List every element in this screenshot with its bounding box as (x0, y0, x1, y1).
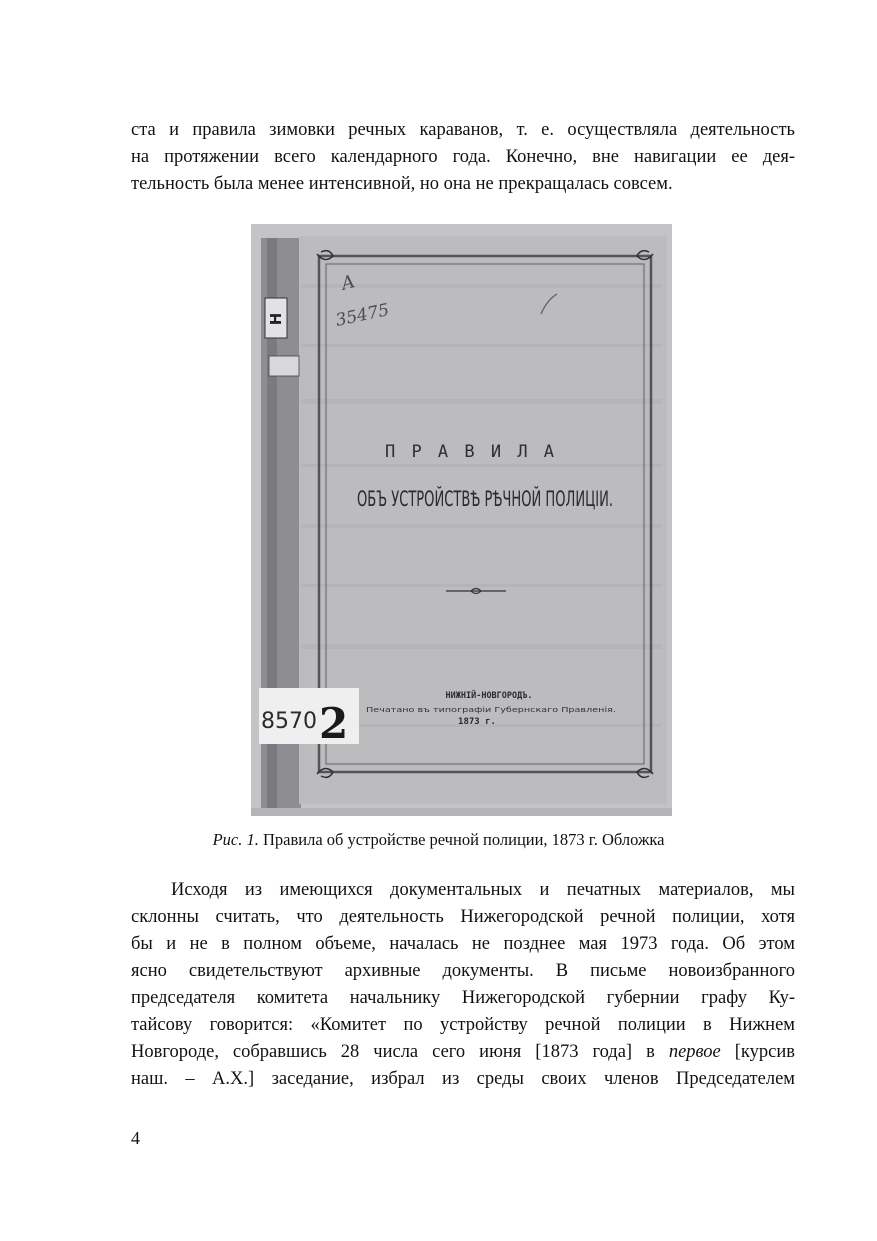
imprint-press: Печатано въ типографіи Губернскаго Правленія. (366, 706, 616, 714)
text-line: ясно свидетельствуют архивные документы. В письме новоизбранного (131, 961, 795, 981)
text-line: тайсову говорится: «Комитет по устройству речной полиции в Нижнем (131, 1015, 795, 1035)
paragraph-intro (131, 117, 795, 198)
text-segment: [курсив (720, 1042, 796, 1062)
shelf-label-text: Н (267, 312, 285, 326)
caption-text: Правила об устройстве речной полиции, 1873 г. Обложка (262, 830, 665, 849)
emphasis-text: первое (668, 1042, 721, 1062)
text-line: склонны считать, что деятельность Нижегородской речной полиции, хотя (131, 907, 795, 927)
cover-photo (251, 224, 769, 816)
figure-caption (0, 830, 877, 850)
cover-title-line2: ОБЪ УСТРОЙСТВѢ РѢЧНОЙ ПОЛИЦІИ. (357, 487, 769, 511)
paragraph-main (131, 877, 795, 1093)
handwritten-letter: А (338, 271, 358, 295)
text-line: бы и не в полном объеме, началась не позднее мая 1973 года. Об этом (131, 934, 795, 954)
text-line: тельность была менее интенсивной, но она не прекращалась совсем. (131, 174, 673, 194)
text-line: на протяжении всего календарного года. Конечно, вне навигации ее дея- (131, 147, 795, 167)
library-sticker-number: 8570 (261, 709, 317, 734)
handwritten-inventory-mark: 35475 (333, 300, 391, 331)
text-line: ста и правила зимовки речных караванов, т. е. осуществляла деятельность (131, 120, 795, 140)
library-sticker-digit: 2 (319, 699, 349, 748)
cover-title-line1: П Р А В И Л А (384, 442, 558, 462)
figure-book-cover (251, 224, 769, 816)
imprint-city: НИЖНІЙ-НОВГОРОДЪ. (445, 691, 533, 701)
text-line-with-emphasis (131, 1039, 795, 1066)
text-line: председателя комитета начальнику Нижегородской губернии графу Ку- (131, 988, 795, 1008)
page-number: 4 (131, 1128, 140, 1148)
text-line: наш. – А.Х.] заседание, избрал из среды своих членов Председателем (131, 1069, 795, 1089)
caption-label: Рис. 1. (212, 830, 259, 849)
text-line: Исходя из имеющихся документальных и печатных материалов, мы (171, 880, 795, 900)
imprint-year: 1873 г. (458, 717, 496, 727)
text-segment: Новгороде, собравшись 28 числа сего июня [1873 года] в (131, 1042, 669, 1062)
